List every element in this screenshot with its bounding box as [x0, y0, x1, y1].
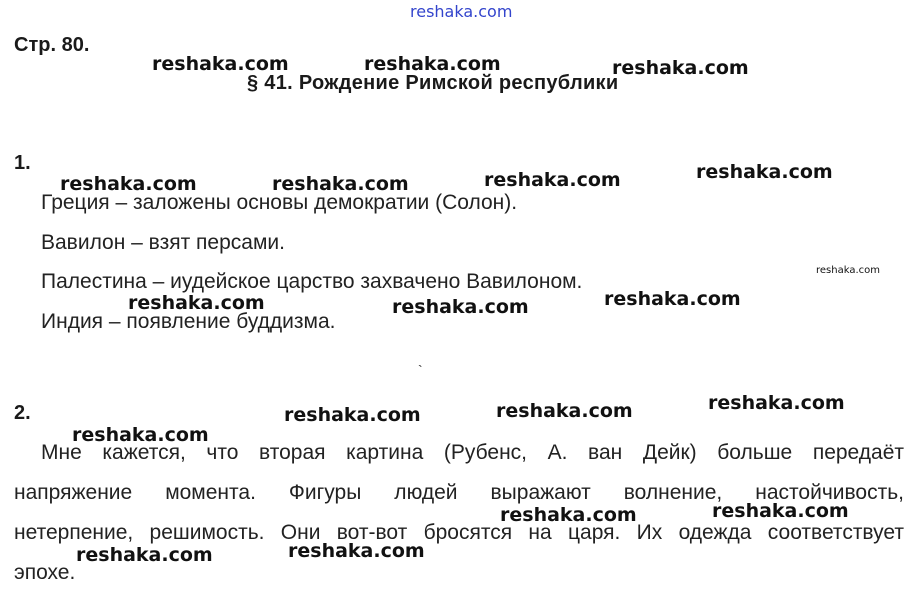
watermark: reshaka.com — [364, 53, 501, 75]
paragraph-line: эпохе. — [14, 561, 76, 584]
watermark: reshaka.com — [288, 540, 425, 562]
page-number: Стр. 80. — [14, 34, 90, 56]
watermark: reshaka.com — [712, 500, 849, 522]
answer-line-india: Индия – появление буддизма. — [41, 310, 336, 333]
site-link[interactable]: reshaka.com — [410, 2, 513, 21]
watermark: reshaka.com — [60, 173, 197, 195]
answer-line-palestine: Палестина – иудейское царство захвачено Вавилоном. — [41, 270, 583, 293]
watermark: reshaka.com — [72, 424, 209, 446]
question-1-number: 1. — [14, 152, 31, 174]
paragraph-line: нетерпение, решимость. Они вот-вот бросятся на царя. Их одежда соответствует — [14, 521, 904, 544]
answer-line-greece: Греция – заложены основы демократии (Солон). — [41, 191, 518, 214]
watermark: reshaka.com — [152, 53, 289, 75]
watermark: reshaka.com — [392, 296, 529, 318]
watermark: reshaka.com — [496, 400, 633, 422]
watermark: reshaka.com — [696, 161, 833, 183]
watermark: reshaka.com — [128, 292, 265, 314]
watermark: reshaka.com — [708, 392, 845, 414]
question-2-number: 2. — [14, 402, 31, 424]
paragraph-line: Мне кажется, что вторая картина (Рубенс, А. ван Дейк) больше передаёт — [41, 441, 904, 464]
watermark: reshaka.com — [284, 404, 421, 426]
watermark: reshaka.com — [484, 169, 621, 191]
paragraph-line: напряжение момента. Фигуры людей выражают волнение, настойчивость, — [14, 481, 904, 504]
watermark: reshaka.com — [604, 288, 741, 310]
watermark-small: reshaka.com — [816, 265, 880, 276]
watermark: reshaka.com — [272, 173, 409, 195]
watermark: reshaka.com — [612, 57, 749, 79]
watermark: reshaka.com — [76, 544, 213, 566]
page-title: § 41. Рождение Римской республики — [247, 72, 619, 94]
answer-line-babylon: Вавилон – взят персами. — [41, 231, 285, 254]
watermark: reshaka.com — [500, 504, 637, 526]
stray-mark: ` — [418, 362, 423, 378]
